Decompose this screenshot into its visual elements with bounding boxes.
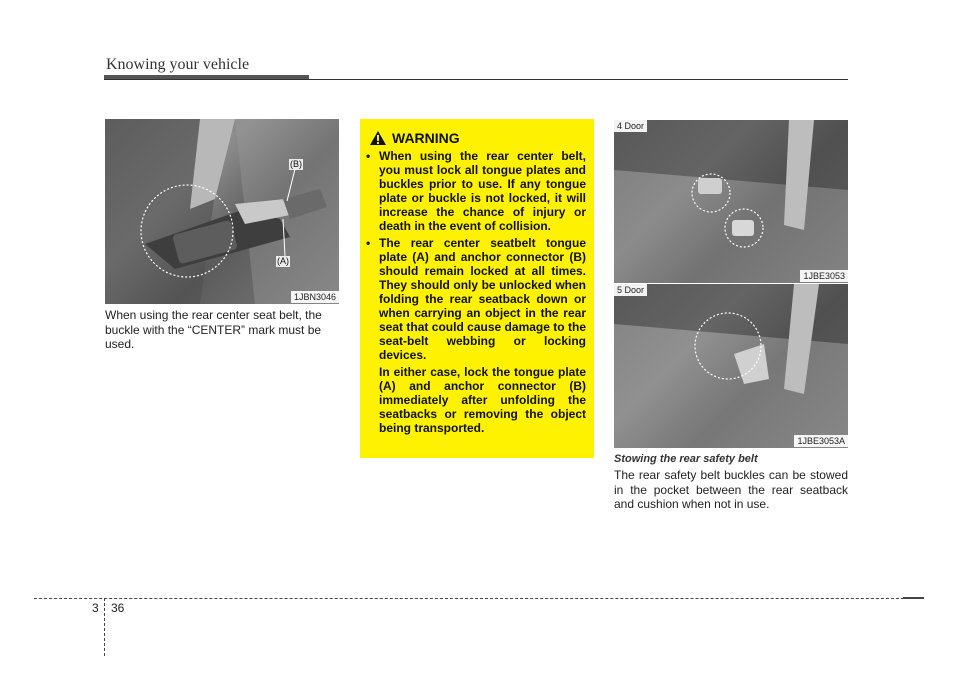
left-caption: When using the rear center seat belt, the buckle with the “CENTER” mark must be used. — [105, 308, 322, 351]
figure-code: 1JBE3053A — [794, 435, 848, 447]
footer-rule — [34, 598, 924, 599]
warning-title: WARNING — [392, 130, 460, 146]
stowing-title: Stowing the rear safety belt — [614, 453, 758, 465]
door-label-5: 5 Door — [614, 284, 647, 296]
stowing-text: The rear safety belt buckles can be stowed in the pocket between the rear seatback and cushion when not in use. — [614, 468, 848, 511]
footer-divider — [104, 598, 105, 656]
figure-code: 1JBN3046 — [291, 291, 339, 303]
footer-tick — [903, 597, 924, 599]
door-label-4: 4 Door — [614, 120, 647, 132]
header-rule — [104, 79, 848, 80]
five-door-illustration — [614, 284, 848, 448]
warning-triangle-icon — [369, 130, 387, 146]
callout-b: (B) — [290, 159, 302, 169]
bullet-icon: • — [366, 149, 371, 163]
callout-a: (A) — [277, 256, 289, 266]
figure-code: 1JBE3053 — [800, 270, 848, 282]
warning-extra-text: In either case, lock the tongue plate (A) and anchor connector (B) immediately after unfolding the seatbacks or removing the object being transported. — [379, 365, 586, 435]
warning-item — [366, 236, 586, 362]
seatbelt-buckle-illustration — [105, 119, 339, 304]
warning-item — [366, 149, 586, 233]
section-number: 3 — [92, 601, 99, 615]
seatbelt-buckle-photo — [105, 119, 339, 304]
bullet-icon: • — [366, 236, 371, 250]
four-door-illustration — [614, 120, 848, 283]
warning-list — [366, 149, 586, 435]
five-door-photo — [614, 284, 848, 448]
warning-header — [369, 129, 460, 147]
page-number: 36 — [111, 601, 125, 615]
page-header-title: Knowing your vehicle — [106, 56, 250, 73]
warning-box — [360, 119, 594, 458]
warning-item-text: The rear center seatbelt tongue plate (A) and anchor connector (B) should remain locked at all times. They should only be unlocked when folding the rear seatback down or when carrying an object in the rear seat that could cause damage to the seat-belt webbing or locking devices. — [379, 236, 586, 362]
warning-item-text: When using the rear center belt, you must lock all tongue plates and buckles prior to use. If any tongue plate or buckle is not locked, it will increase the chance of injury or death in the event of collision. — [379, 149, 586, 233]
four-door-photo — [614, 120, 848, 283]
